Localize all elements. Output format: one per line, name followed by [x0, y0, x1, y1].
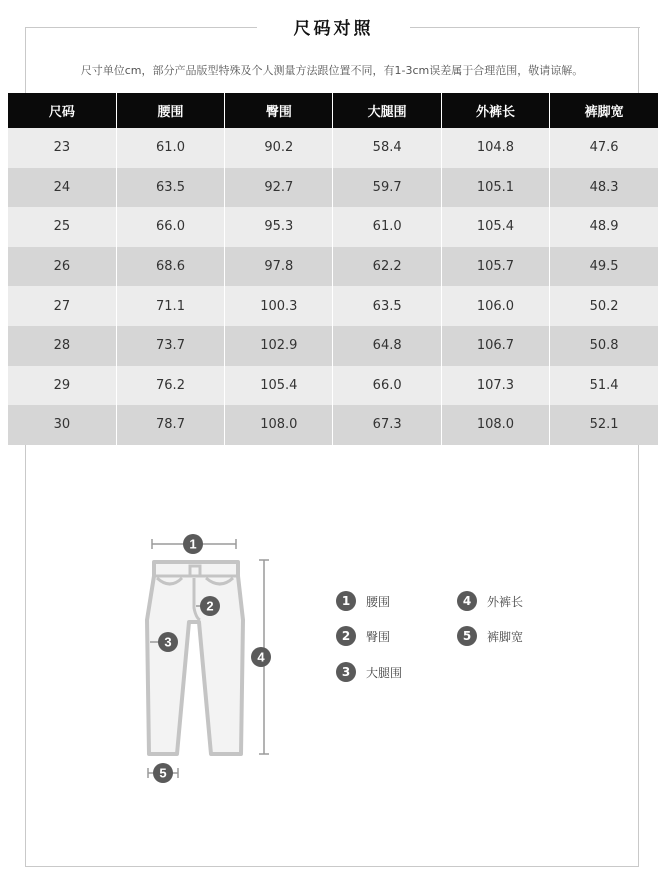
cell-leg-opening: 48.3 [550, 168, 658, 208]
pants-diagram [140, 528, 290, 788]
table-row [8, 207, 658, 247]
legend-label: 大腿围 [366, 665, 403, 680]
cell-waist: 71.1 [116, 286, 224, 326]
cell-waist: 76.2 [116, 366, 224, 406]
cell-thigh: 58.4 [333, 128, 441, 168]
table-row [8, 247, 658, 287]
measurement-note: 尺寸单位cm，部分产品版型特殊及个人测量方法跟位置不同，有1-3cm误差属于合理范围，敬请谅解。 [80, 64, 584, 77]
table-header-row [8, 93, 658, 128]
marker-thigh [158, 632, 178, 652]
cell-hip: 90.2 [225, 128, 333, 168]
header-leg-opening: 裤脚宽 [550, 93, 658, 128]
legend-badge: 3 [336, 662, 356, 682]
svg-text:2: 2 [206, 598, 214, 614]
cell-waist: 66.0 [116, 207, 224, 247]
cell-leg-opening: 50.8 [550, 326, 658, 366]
cell-waist: 68.6 [116, 247, 224, 287]
cell-thigh: 66.0 [333, 366, 441, 406]
cell-thigh: 62.2 [333, 247, 441, 287]
header-size: 尺码 [8, 93, 116, 128]
cell-hip: 105.4 [225, 366, 333, 406]
cell-hip: 100.3 [225, 286, 333, 326]
cell-size: 27 [8, 286, 116, 326]
cell-hip: 102.9 [225, 326, 333, 366]
table-row [8, 168, 658, 208]
svg-text:5: 5 [159, 765, 167, 781]
legend-badge: 2 [336, 626, 356, 646]
cell-outseam: 105.1 [441, 168, 549, 208]
cell-leg-opening: 49.5 [550, 247, 658, 287]
cell-outseam: 106.0 [441, 286, 549, 326]
cell-size: 26 [8, 247, 116, 287]
cell-outseam: 104.8 [441, 128, 549, 168]
legend-item-waist [336, 591, 390, 611]
page-title: 尺码对照 [293, 19, 374, 39]
marker-hip [200, 596, 220, 616]
cell-outseam: 105.4 [441, 207, 549, 247]
cell-leg-opening: 52.1 [550, 405, 658, 445]
cell-leg-opening: 48.9 [550, 207, 658, 247]
marker-leg-opening [153, 763, 173, 783]
svg-text:3: 3 [164, 634, 172, 650]
cell-thigh: 61.0 [333, 207, 441, 247]
cell-hip: 95.3 [225, 207, 333, 247]
legend-badge: 5 [457, 626, 477, 646]
legend-item-thigh [336, 662, 402, 682]
cell-waist: 73.7 [116, 326, 224, 366]
table-row [8, 286, 658, 326]
legend-label: 臀围 [366, 629, 391, 644]
legend-label: 外裤长 [487, 594, 524, 609]
cell-outseam: 108.0 [441, 405, 549, 445]
marker-length [251, 647, 271, 667]
legend-item-hip [336, 626, 390, 646]
cell-waist: 78.7 [116, 405, 224, 445]
header-outseam: 外裤长 [441, 93, 549, 128]
cell-leg-opening: 50.2 [550, 286, 658, 326]
marker-waist [183, 534, 203, 554]
header-waist: 腰围 [116, 93, 224, 128]
cell-waist: 61.0 [116, 128, 224, 168]
cell-hip: 92.7 [225, 168, 333, 208]
cell-size: 30 [8, 405, 116, 445]
cell-size: 29 [8, 366, 116, 406]
cell-leg-opening: 47.6 [550, 128, 658, 168]
cell-thigh: 59.7 [333, 168, 441, 208]
legend-item-leg-opening [457, 626, 523, 646]
cell-thigh: 67.3 [333, 405, 441, 445]
legend-badge: 1 [336, 591, 356, 611]
table-row [8, 405, 658, 445]
legend-label: 裤脚宽 [487, 629, 524, 644]
svg-text:1: 1 [189, 536, 197, 552]
size-chart-table [8, 93, 658, 445]
cell-thigh: 64.8 [333, 326, 441, 366]
frame-top-line-right [410, 27, 640, 28]
cell-outseam: 106.7 [441, 326, 549, 366]
legend-label: 腰围 [366, 594, 391, 609]
table-row [8, 366, 658, 406]
cell-outseam: 107.3 [441, 366, 549, 406]
cell-size: 24 [8, 168, 116, 208]
cell-size: 23 [8, 128, 116, 168]
header-hip: 臀围 [225, 93, 333, 128]
frame-top-line-left [25, 27, 257, 28]
legend-badge: 4 [457, 591, 477, 611]
cell-size: 28 [8, 326, 116, 366]
legend-item-outseam [457, 591, 523, 611]
table-row [8, 128, 658, 168]
cell-leg-opening: 51.4 [550, 366, 658, 406]
table-row [8, 326, 658, 366]
header-thigh: 大腿围 [333, 93, 441, 128]
cell-hip: 108.0 [225, 405, 333, 445]
cell-outseam: 105.7 [441, 247, 549, 287]
cell-size: 25 [8, 207, 116, 247]
svg-text:4: 4 [257, 649, 265, 665]
cell-hip: 97.8 [225, 247, 333, 287]
cell-waist: 63.5 [116, 168, 224, 208]
cell-thigh: 63.5 [333, 286, 441, 326]
